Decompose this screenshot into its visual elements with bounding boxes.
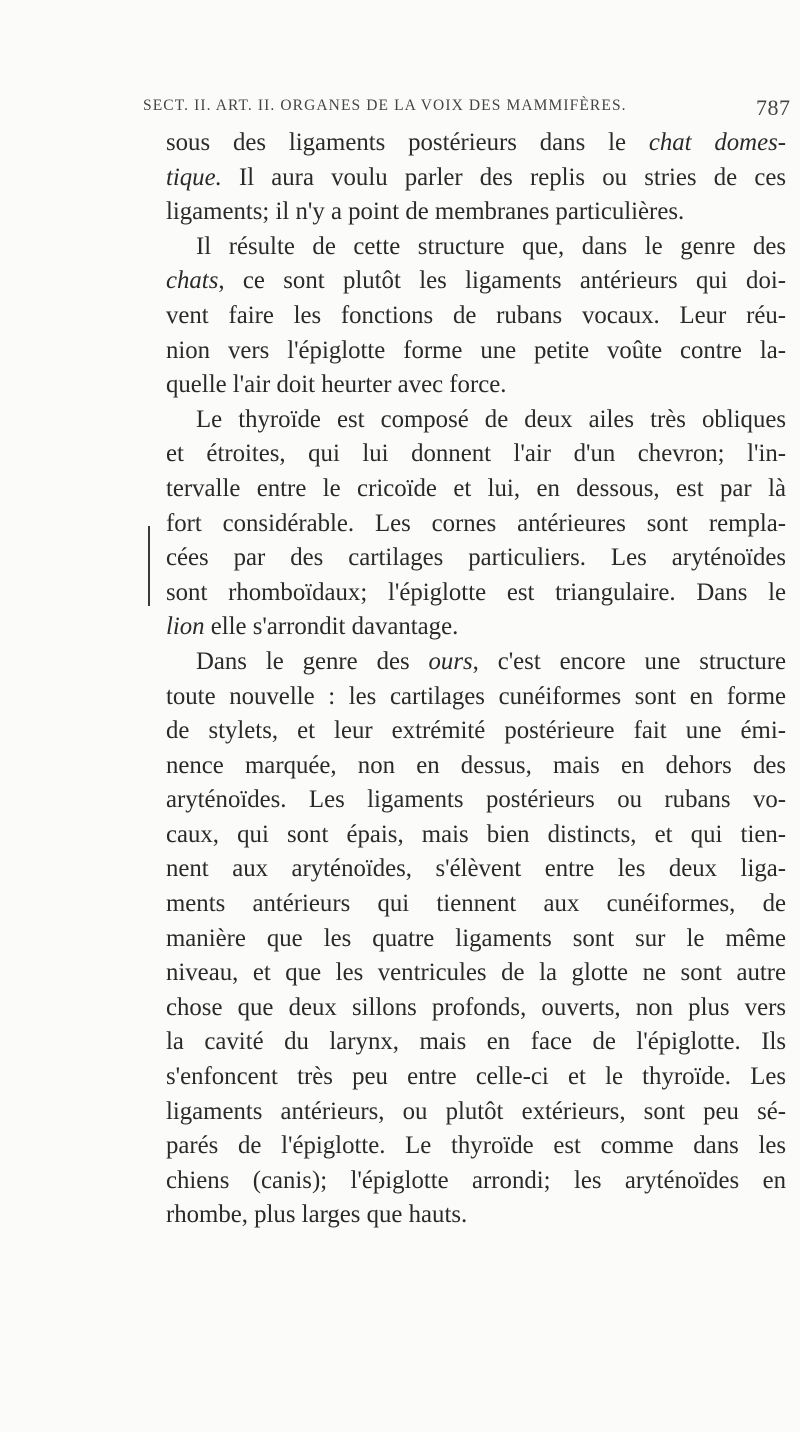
text-run: ligaments; il n'y a point de membranes particulières.	[166, 198, 685, 226]
running-head	[143, 97, 793, 127]
italic-term: ours	[428, 647, 473, 675]
text-run: s'enfoncent très peu entre celle-ci et le thyroïde. Les	[166, 1063, 786, 1091]
text-run: rhombe, plus larges que hauts.	[166, 1201, 468, 1229]
text-line	[166, 541, 786, 576]
italic-term: chats	[166, 267, 219, 295]
text-run: nent aux aryténoïdes, s'élèvent entre les deux liga-	[166, 855, 786, 883]
text-run: sous des ligaments postérieurs dans le	[166, 129, 649, 156]
text-line	[166, 922, 786, 957]
text-run: Le thyroïde est composé de deux ailes très obliques	[196, 405, 786, 433]
text-line	[166, 161, 786, 196]
text-line	[166, 887, 786, 922]
text-run: chose que deux sillons profonds, ouverts, non plus vers	[166, 993, 786, 1021]
text-run: chiens (canis); l'épiglotte arrondi; les aryténoïdes en	[166, 1166, 786, 1194]
text-line	[166, 1129, 786, 1164]
text-line	[166, 437, 786, 472]
italic-term: tique.	[166, 163, 222, 191]
italic-term: chat domes-	[648, 129, 786, 156]
text-line	[166, 334, 786, 369]
text-line	[166, 230, 786, 265]
text-run: sont rhomboïdaux; l'épiglotte est triangulaire. Dans le	[166, 578, 786, 606]
text-line	[166, 507, 786, 542]
text-run: fort considérable. Les cornes antérieures sont rempla-	[166, 509, 786, 537]
text-run: quelle l'air doit heurter avec force.	[166, 371, 507, 399]
text-run: vent faire les fonctions de rubans vocaux. Leur réu-	[166, 301, 786, 329]
text-line	[166, 749, 786, 784]
text-run: aryténoïdes. Les ligaments postérieurs ou rubans vo-	[166, 786, 786, 814]
text-line	[166, 818, 786, 853]
text-line	[166, 956, 786, 991]
text-line	[166, 645, 786, 680]
text-run: ligaments antérieurs, ou plutôt extérieurs, sont peu sé-	[166, 1097, 786, 1125]
text-run: niveau, et que les ventricules de la glotte ne sont autre	[166, 959, 786, 987]
italic-term: lion	[166, 613, 205, 641]
text-line	[166, 991, 786, 1026]
text-run: cées par des cartilages particuliers. Les aryténoïdes	[166, 544, 786, 572]
text-run: Il aura voulu parler des replis ou stries de ces	[221, 163, 786, 191]
text-line	[166, 576, 786, 611]
text-run: , ce sont plutôt les ligaments antérieurs qui doi-	[218, 267, 786, 295]
text-run: ments antérieurs qui tiennent aux cunéiformes, de	[166, 890, 786, 918]
text-run: et étroites, qui lui donnent l'air d'un chevron; l'in-	[166, 440, 786, 468]
text-line	[166, 472, 786, 507]
text-line	[166, 610, 786, 645]
text-line	[166, 680, 786, 715]
text-line	[166, 1198, 786, 1233]
margin-rule	[148, 526, 150, 606]
text-run: nence marquée, non en dessus, mais en dehors des	[166, 751, 786, 779]
text-line	[166, 126, 786, 161]
text-line	[166, 852, 786, 887]
body-text	[166, 126, 786, 1233]
text-run: toute nouvelle : les cartilages cunéiformes sont en forme	[166, 682, 786, 710]
text-line	[166, 714, 786, 749]
text-run: manière que les quatre ligaments sont sur le même	[166, 924, 786, 952]
text-run: tervalle entre le cricoïde et lui, en dessous, est par là	[166, 474, 786, 502]
text-line	[166, 1095, 786, 1130]
text-line	[166, 1164, 786, 1199]
text-run: parés de l'épiglotte. Le thyroïde est comme dans les	[166, 1132, 786, 1160]
text-line	[166, 264, 786, 299]
text-run: elle s'arrondit davantage.	[204, 613, 459, 641]
text-run: Dans le genre des	[196, 647, 429, 675]
page-number: 787	[756, 95, 791, 120]
text-run: la cavité du larynx, mais en face de l'épiglotte. Ils	[166, 1028, 786, 1056]
text-run: , c'est encore une structure	[472, 647, 786, 675]
text-run: de stylets, et leur extrémité postérieure fait une émi-	[166, 717, 786, 745]
text-line	[166, 783, 786, 818]
text-line	[166, 1025, 786, 1060]
text-line	[166, 403, 786, 438]
text-run: caux, qui sont épais, mais bien distincts, et qui tien-	[166, 820, 786, 848]
text-line	[166, 1060, 786, 1095]
text-run: nion vers l'épiglotte forme une petite voûte contre la-	[166, 336, 786, 364]
text-line	[166, 368, 786, 403]
text-line	[166, 195, 786, 230]
running-head-title: SECT. II. ART. II. ORGANES DE LA VOIX DES MAMMIFÈRES.	[143, 97, 627, 114]
text-line	[166, 299, 786, 334]
text-run: Il résulte de cette structure que, dans le genre des	[196, 232, 786, 260]
